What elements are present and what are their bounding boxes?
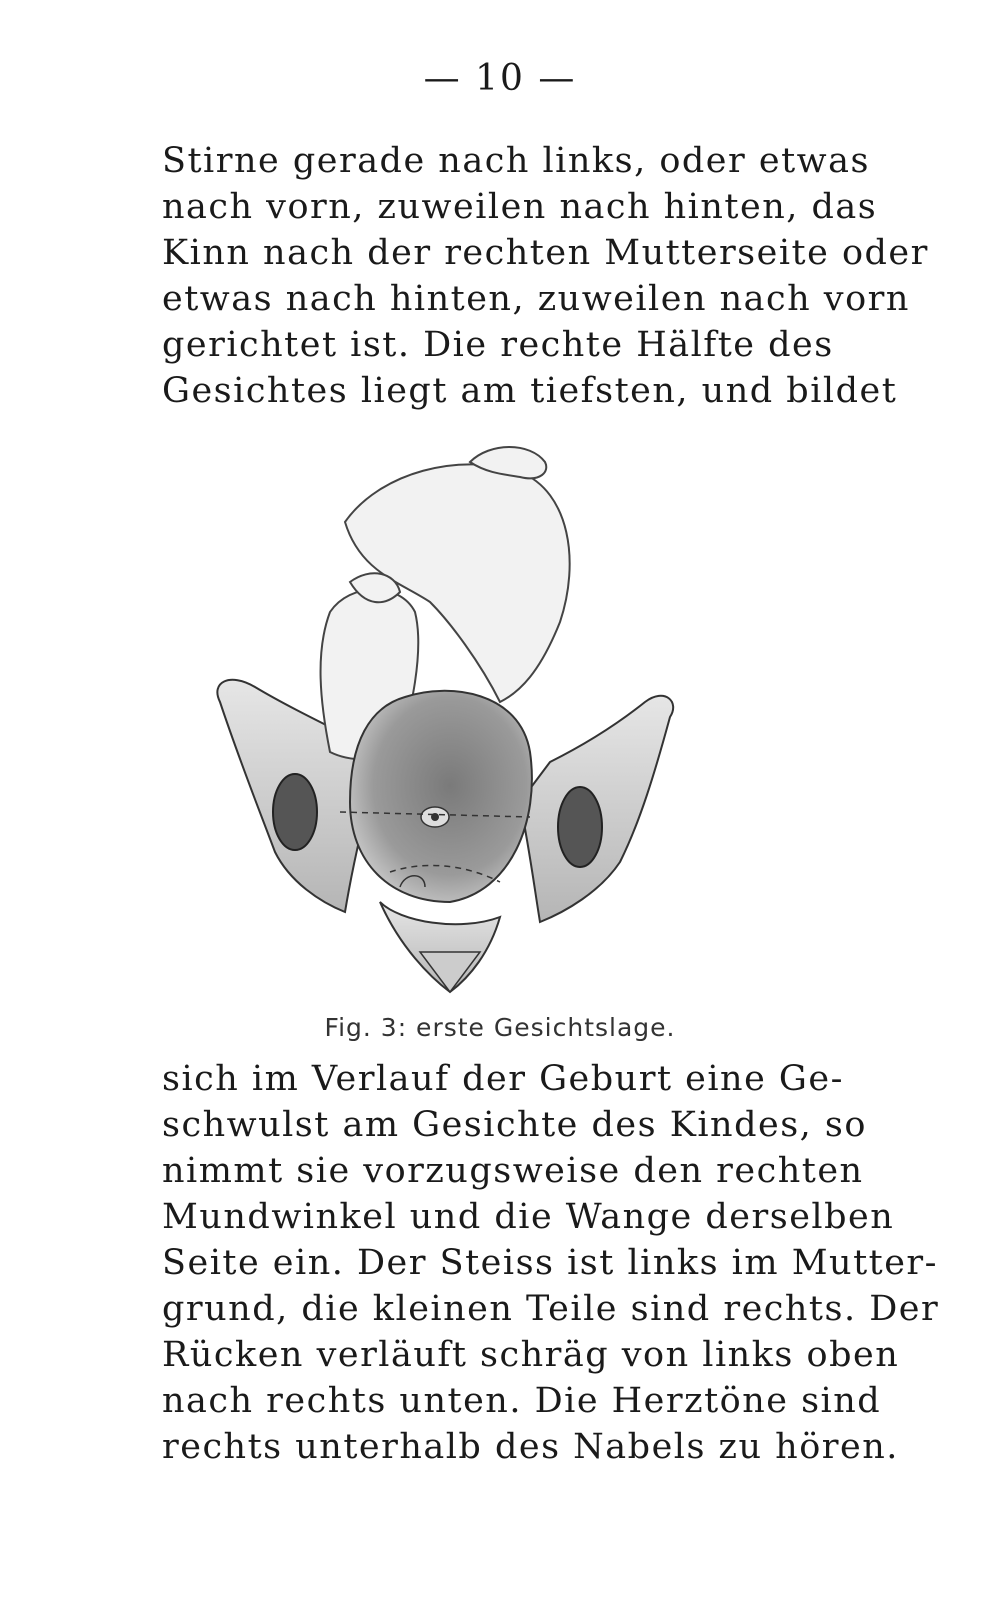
figure-illustration	[200, 432, 700, 997]
text-line: sich im Verlauf der Geburt eine Ge-	[162, 1059, 844, 1099]
page-number: — 10 —	[423, 58, 577, 99]
text-line: Mundwinkel und die Wange derselben	[162, 1197, 895, 1237]
paragraph-bottom	[162, 1056, 940, 1470]
text-line: Rücken verläuft schräg von links oben	[162, 1335, 900, 1375]
text-line: Gesichtes liegt am tiefsten, und bildet	[162, 371, 898, 411]
text-line: Seite ein. Der Steiss ist links im Mutter-	[162, 1243, 938, 1283]
text-line: Kinn nach der rechten Mutterseite oder	[162, 233, 929, 273]
text-line: gerichtet ist. Die rechte Hälfte des	[162, 325, 834, 365]
text-line: etwas nach hinten, zuweilen nach vorn	[162, 279, 910, 319]
text-line: nimmt sie vorzugsweise den rechten	[162, 1151, 864, 1191]
text-line: schwulst am Gesichte des Kindes, so	[162, 1105, 867, 1145]
text-line: Stirne gerade nach links, oder etwas	[162, 141, 870, 181]
text-line: rechts unterhalb des Nabels zu hören.	[162, 1427, 899, 1467]
paragraph-top	[162, 138, 929, 414]
text-line: grund, die kleinen Teile sind rechts. Der	[162, 1289, 940, 1329]
figure-caption: Fig. 3: erste Gesichtslage.	[324, 1013, 676, 1042]
text-line: nach rechts unten. Die Herztöne sind	[162, 1381, 882, 1421]
pelvis-fetus-drawing	[200, 432, 700, 997]
text-line: nach vorn, zuweilen nach hinten, das	[162, 187, 878, 227]
